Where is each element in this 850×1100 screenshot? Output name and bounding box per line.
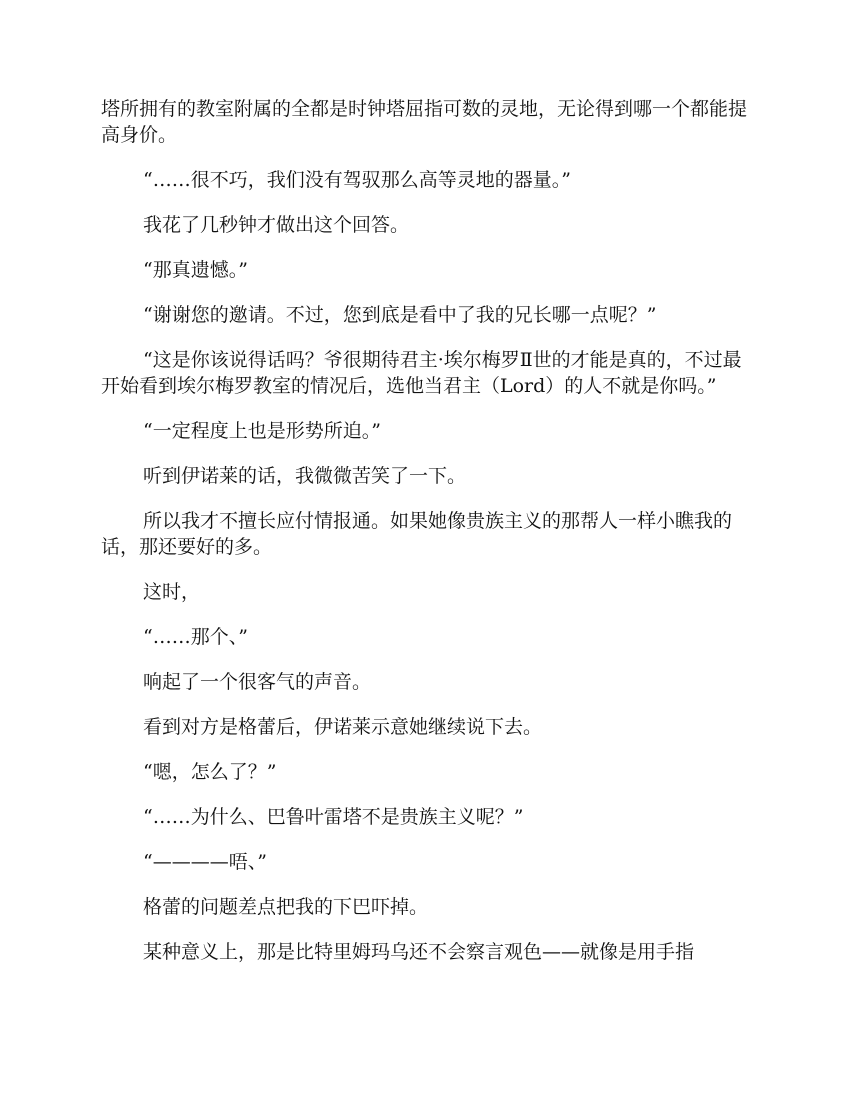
paragraph: “这是你该说得话吗？爷很期待君主·埃尔梅罗Ⅱ世的才能是真的，不过最开始看到埃尔梅罗教室的情况后，选他当君主（Lord）的人不就是你吗。” bbox=[101, 349, 742, 397]
paragraph: 塔所拥有的教室附属的全都是时钟塔屈指可数的灵地，无论得到哪一个都能提高身价。 bbox=[101, 98, 748, 146]
paragraph: “那真遗憾。” bbox=[143, 259, 248, 281]
paragraph: 格蕾的问题差点把我的下巴吓掉。 bbox=[143, 896, 429, 918]
paragraph: 听到伊诺莱的话，我微微苦笑了一下。 bbox=[143, 465, 467, 487]
paragraph: “一定程度上也是形势所迫。” bbox=[143, 420, 381, 442]
paragraph: “谢谢您的邀请。不过，您到底是看中了我的兄长哪一点呢？” bbox=[143, 304, 657, 326]
paragraph: 看到对方是格蕾后，伊诺莱示意她继续说下去。 bbox=[143, 716, 543, 738]
document-page bbox=[101, 96, 749, 984]
paragraph: “……那个、” bbox=[143, 626, 248, 648]
paragraph: 我花了几秒钟才做出这个回答。 bbox=[143, 214, 410, 236]
paragraph: “……很不巧，我们没有驾驭那么高等灵地的器量。” bbox=[143, 169, 571, 191]
paragraph: “————唔、” bbox=[143, 851, 267, 873]
paragraph: “嗯，怎么了？” bbox=[143, 761, 277, 783]
paragraph: “……为什么、巴鲁叶雷塔不是贵族主义呢？” bbox=[143, 806, 524, 828]
paragraph: 所以我才不擅长应付情报通。如果她像贵族主义的那帮人一样小瞧我的话，那还要好的多。 bbox=[101, 510, 733, 558]
paragraph: 响起了一个很客气的声音。 bbox=[143, 671, 372, 693]
paragraph: 这时， bbox=[143, 581, 201, 603]
paragraph: 某种意义上，那是比特里姆玛乌还不会察言观色——就像是用手指 bbox=[143, 941, 695, 963]
